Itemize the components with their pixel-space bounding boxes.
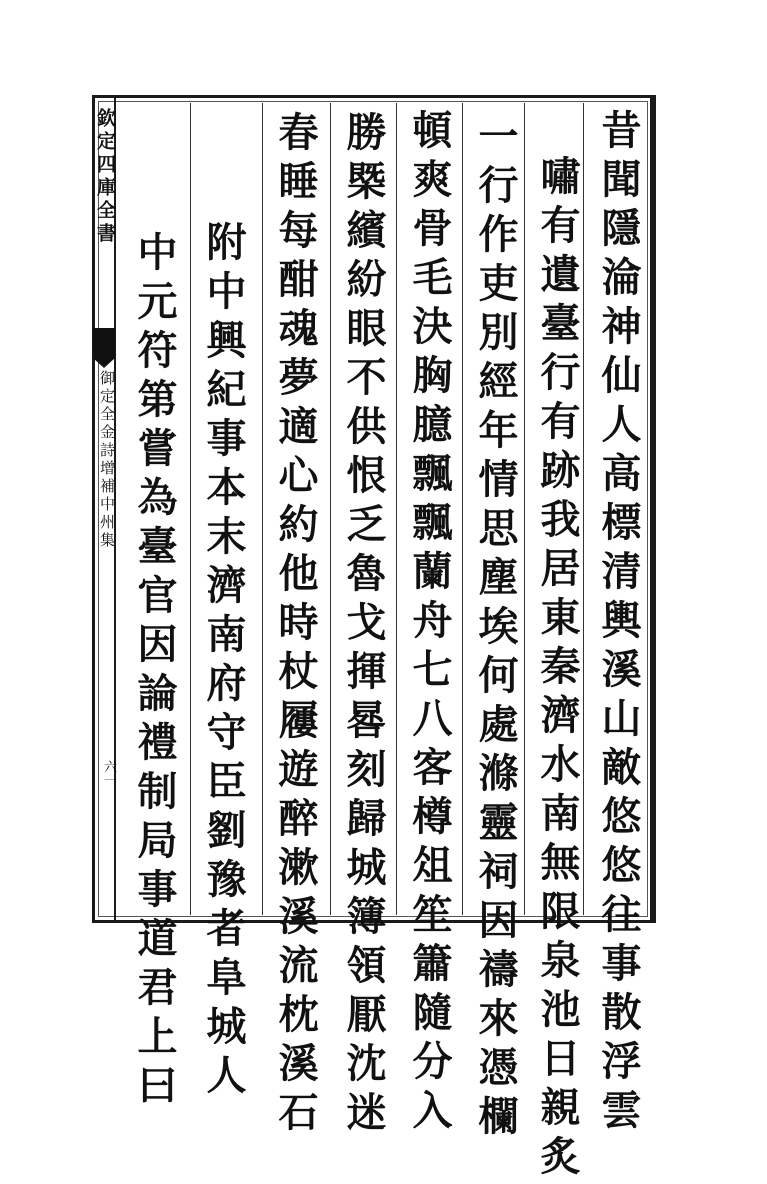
- column-text: 昔聞隱淪神仙人高標清輿溪山敵悠悠往事散浮雲: [595, 109, 642, 1138]
- column-text: 附中興紀事本末濟南府守臣劉豫者阜城人: [200, 221, 247, 1103]
- page-number: 六一: [101, 760, 116, 786]
- column-text: 嘯有遺臺行有跡我居東秦濟水南無限泉池日親炙: [534, 155, 581, 1184]
- text-column-2: [524, 103, 591, 1184]
- text-column-7: [190, 103, 257, 1103]
- text-column-4: [396, 103, 463, 1138]
- text-column-8: [120, 103, 187, 1113]
- text-column-5: [330, 103, 397, 1140]
- fish-tail-mark: [93, 328, 115, 358]
- column-text: 勝槩繽紛眼不供恨乏魯戈揮晷刻歸城簿領厭沈迷: [340, 111, 387, 1140]
- book-title: 欽定四庫全書: [94, 108, 116, 246]
- column-text: 一行作吏別經年情思塵埃何處滌靈祠因禱來憑欄: [472, 115, 519, 1144]
- book-subtitle: 御定全金詩增補中州集: [98, 370, 116, 550]
- column-text: 中元符第嘗為臺官因論禮制局事道君上曰: [131, 231, 178, 1113]
- column-text: 春睡每酣魂夢適心約他時杖屨遊醉漱溪流枕溪石: [272, 111, 319, 1140]
- text-column-6: [262, 103, 329, 1140]
- column-text: 頓爽骨毛決胸臆飄飄蘭舟七八客樽俎笙簫隨分入: [406, 109, 453, 1138]
- text-column-1: [583, 103, 650, 1138]
- text-column-3: [462, 103, 529, 1144]
